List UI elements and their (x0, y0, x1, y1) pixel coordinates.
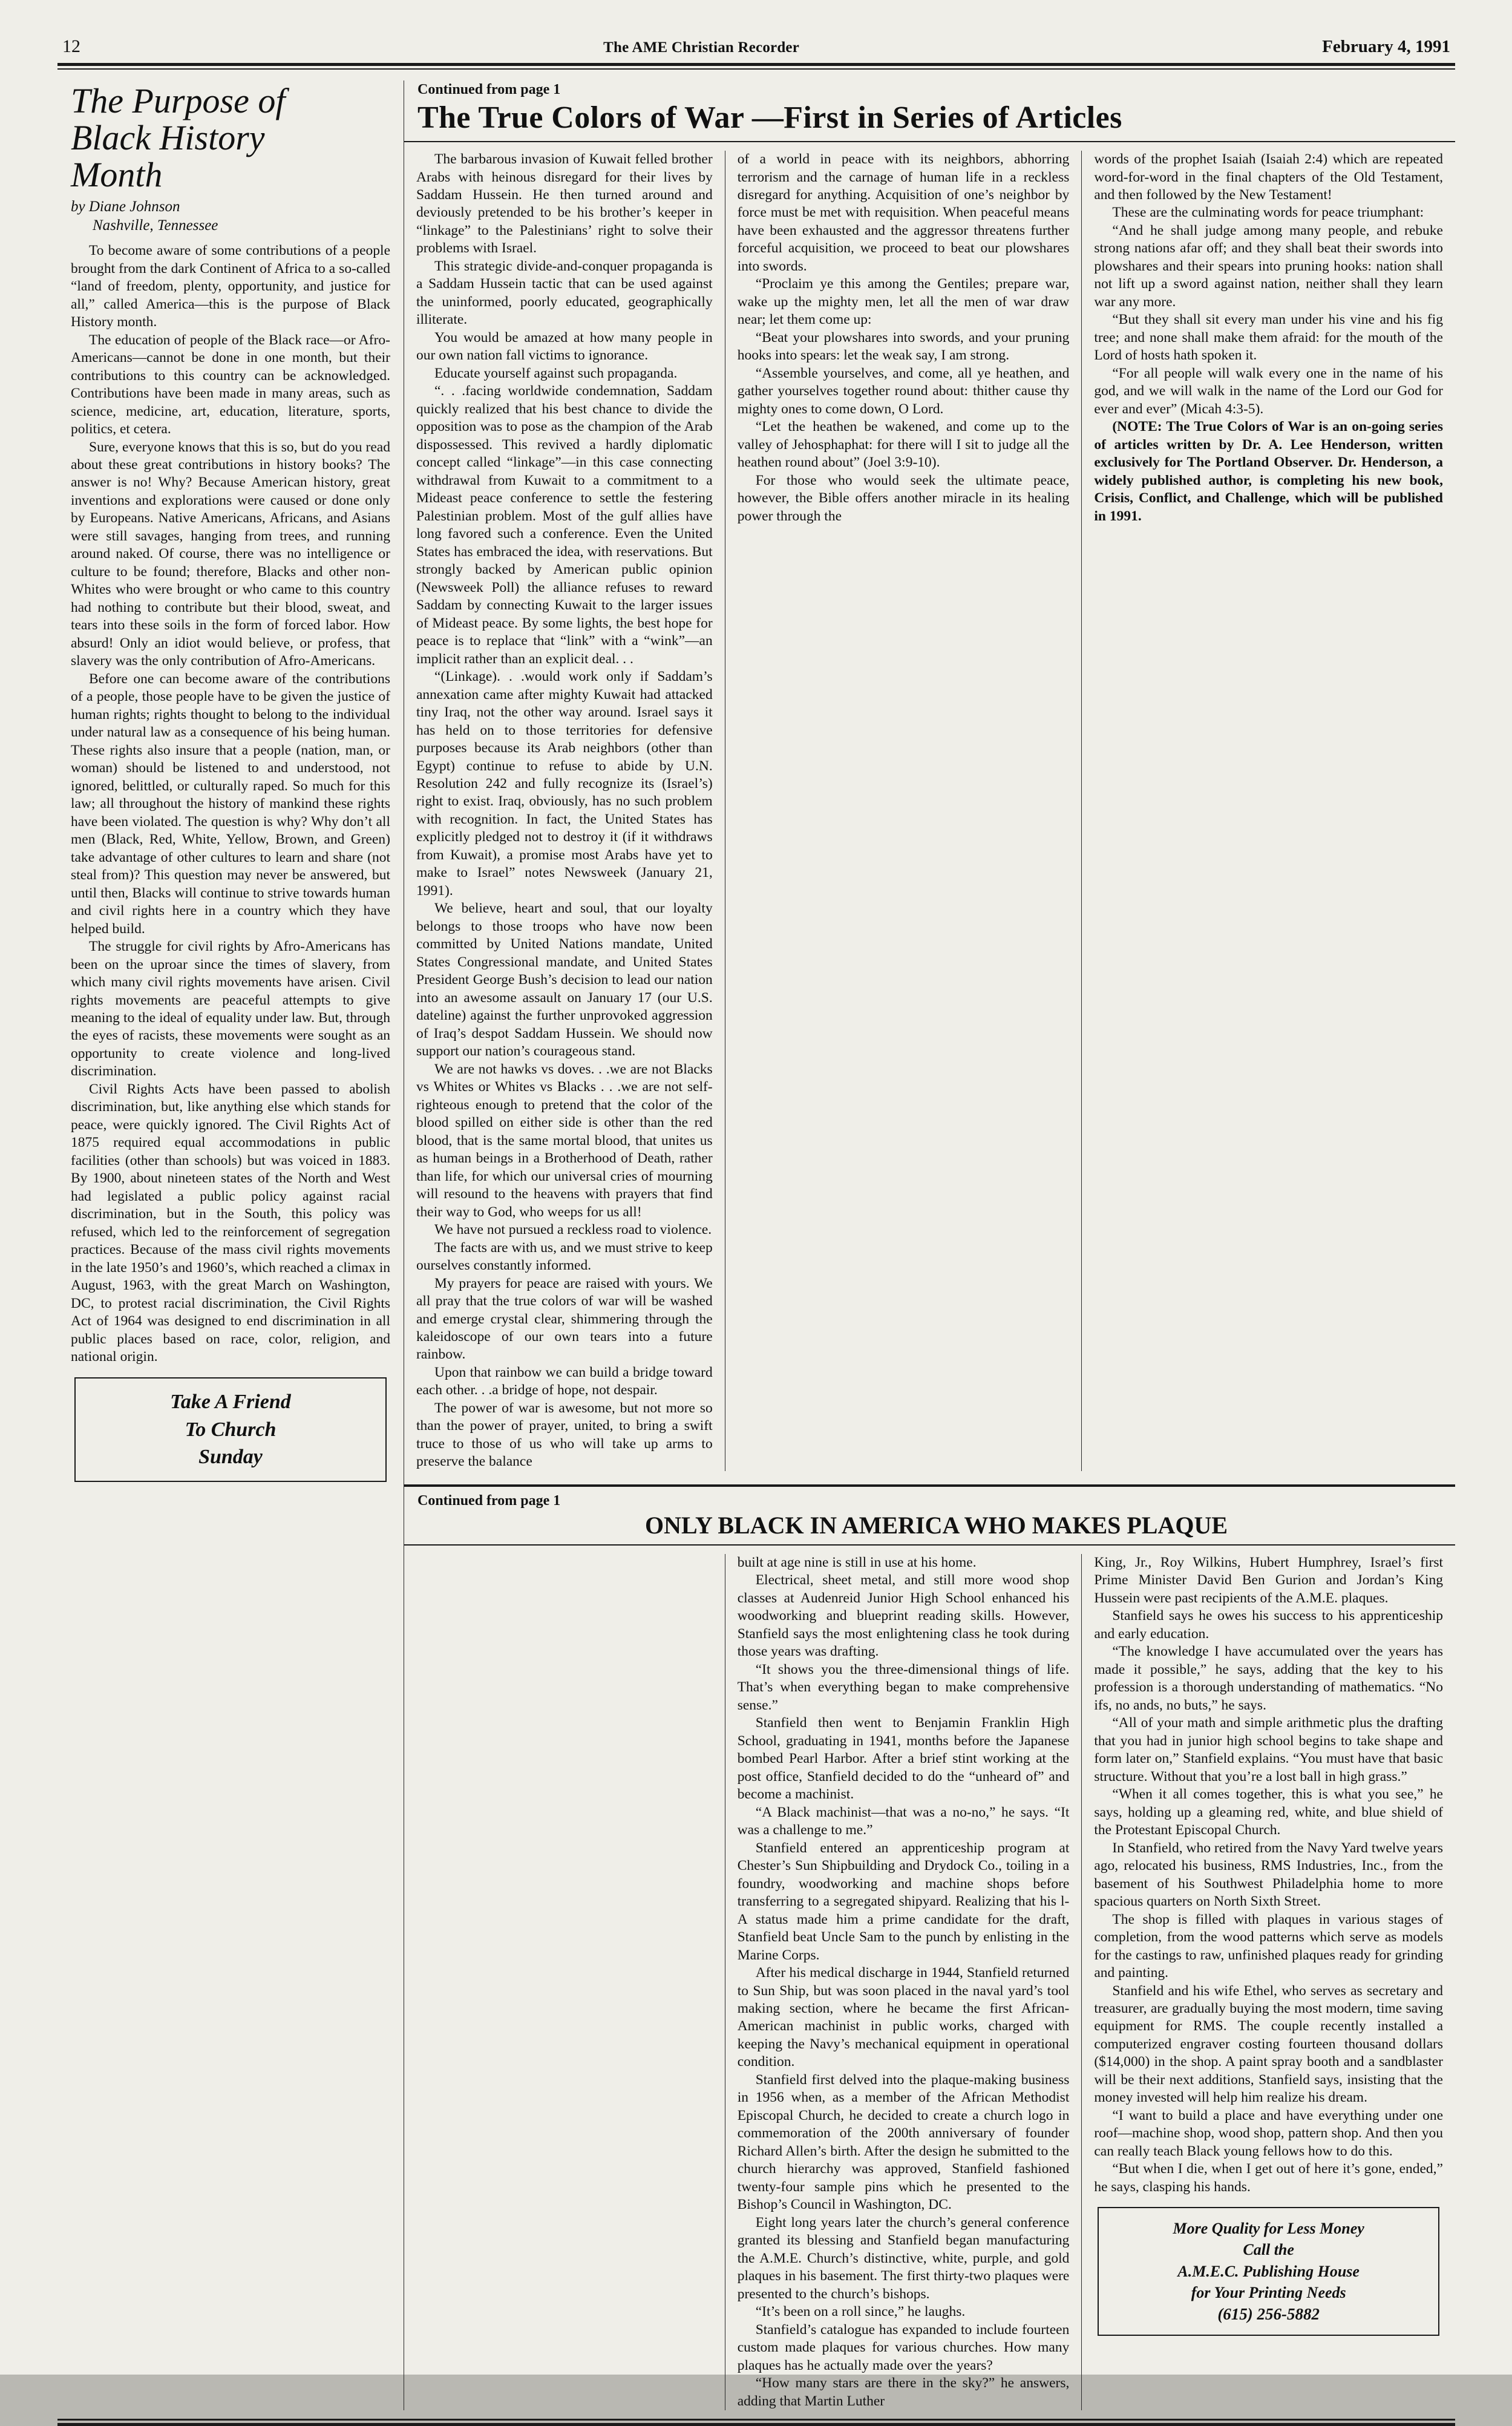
feature-paragraph: To become aware of some contributions of a people brought from the dark Continent of Africa to a so-called “land of freedom, plenty, opportunity, and justice for all,” called America—this is the purpose of Black History month. (71, 243, 390, 330)
feature-headline-line2: Black History (71, 117, 265, 157)
story-paragraph: “The knowledge I have accumulated over the years has made it possible,” he says, adding that the key to his profession is a thorough understanding of mathematics. “No ifs, no ands, no buts,” he says. (1094, 1644, 1443, 1713)
story-paragraph: The shop is filled with plaques in various stages of completion, from the wood patterns which serve as models for the castings to raw, unfinished plaques ready for grinding and painting. (1094, 1911, 1443, 1981)
story-paragraph: “All of your math and simple arithmetic plus the drafting that you had in junior high school begins to take shape and form later on,” Stanfield explains. “You must have that basic structure. Without that you’re a lost ball in high grass.” (1094, 1715, 1443, 1785)
story-paragraph: “A Black machinist—that was a no-no,” he says. “It was a challenge to me.” (737, 1804, 1070, 1838)
ad-line: To Church (185, 1418, 277, 1441)
story-paragraph: “It’s been on a roll since,” he laughs. (755, 2304, 966, 2320)
publication-name: The AME Christian Recorder (603, 39, 800, 56)
story-paragraph: “(Linkage). . .would work only if Saddam’s annexation came after mighty Kuwait had attacked tiny Iraq, not the other way around. Israel says it has held on to those territories for defensive purposes because its Arab neighbors (other than Egypt) continue to refuse to abide by U.N. Resolution 242 and fully recognize its (Israel’s) right to exist. Iraq, obviously, has no such problem with recognition. In fact, the United States has explicitly pledged not to destroy it (if it withdraws from Kuwait), a promise most Arabs have yet to make to Israel” notes Newsweek (January 21, 1991). (416, 669, 713, 899)
headline-rule (404, 1544, 1455, 1546)
story-paragraph: You would be amazed at how many people in our own nation fall victims to ignorance. (416, 329, 713, 364)
story-paragraph: “Let the heathen be wakened, and come up to the valley of Jehosphaphat: for there will I sit to judge all the heathen round about” (Joel 3:9-10). (737, 419, 1070, 471)
story-paragraph: “I want to build a place and have everything under one roof—machine shop, wood shop, pattern shop. And then you can really teach Black young fellows how to do this. (1094, 2107, 1443, 2159)
story-paragraph: Upon that rainbow we can build a bridge toward each other. . .a bridge of hope, not despair. (416, 1364, 713, 1398)
story-paragraph: “But they shall sit every man under his vine and his fig tree; and none shall make them afraid: for the mouth of the Lord of hosts hath spoken it. (1094, 312, 1443, 364)
story-columns (404, 1554, 1455, 2410)
page-bottom-rule (57, 2419, 1455, 2426)
story-paragraph: built at age nine is still in use at his home. (737, 1554, 977, 1570)
feature-headline-line3: Month (71, 154, 163, 194)
story-true-colors-of-war (404, 82, 1455, 1487)
feature-paragraph: Sure, everyone knows that this is so, but do you read about these great contributions in history books? The answer is no! Why? Because American history, great inventions and explorations were caused or done only by Europeans. Native Americans, Africans, and Asians were still savages, hanging from trees, and running around naked. Of course, there was no intelligence or culture to be found; therefore, Blacks and other non-Whites who were brought or who came to this country had nothing to contribute but their blood, sweat, and tears into these soils in the form of forced labor. How absurd! Only an idiot would believe, or profess, that slavery was the only contribution of Afro-Americans. (71, 439, 390, 669)
story-paragraph: “. . .facing worldwide condemnation, Saddam quickly realized that his best chance to divide the opposition was to pose as the champion of the Arab dispossessed. This revived a hardly diplomatic concept called “linkage”—in this case connecting withdrawal from Kuwait to a commitment to a Mideast peace conference to settle the festering Palestinian problem. Most of the gulf allies have long favored such a conference. Even the United States has embraced the idea, with reservations. But strongly backed by American public opinion (Newsweek Poll) the alliance refuses to reward Saddam by connecting Kuwait to the larger issues of Mideast peace. By some lights, the best hope for peace is to replace that “link” with a “wink”—an implicit rather than an explicit deal. . . (416, 383, 713, 667)
story-paragraph: “Proclaim ye this among the Gentiles; prepare war, wake up the mighty men, let all the men of war draw near; let them come up: (737, 276, 1070, 328)
story-headline: The True Colors of War —First in Series of Articles (417, 100, 1122, 135)
ad-line: for Your Printing Needs (1191, 2283, 1346, 2301)
story-column-2 (1081, 1554, 1455, 2410)
story-paragraph: “When it all comes together, this is what you see,” he says, holding up a gleaming red, white, and blue shield of the Protestant Episcopal Church. (1094, 1786, 1443, 1838)
story-paragraph: Stanfield entered an apprenticeship program at Chester’s Sun Shipbuilding and Drydock Co., toiling in a foundry, woodworking and machine shops before transferring to a segregated shipyard. Realizing that his l-A status made him a prime candidate for the draft, Stanfield beat Uncle Sam to the punch by enlisting in the Marine Corps. (737, 1840, 1070, 1963)
ad-line: Call the (1243, 2241, 1294, 2259)
byline-location: Nashville, Tennessee (93, 217, 218, 234)
byline-author: by Diane Johnson (71, 198, 180, 215)
story-only-black-in-america (404, 1493, 1455, 2410)
story-column-1 (404, 151, 725, 1471)
continued-label: Continued from page 1 (417, 1492, 561, 1509)
feature-headline (71, 83, 390, 194)
story-paragraph: We believe, heart and soul, that our loyalty belongs to those troops who have now been committed by United Nations mandate, United States Congressional mandate, and United States President George Bush’s decision to lead our nation into an awesome assault on January 17 (our U.S. dateline) against the further unprovoked aggression of Iraq’s despot Saddam Hussein. We should now support our nation’s courageous stand. (416, 900, 713, 1060)
column-feature (57, 80, 404, 2410)
ad-line: More Quality for Less Money (1173, 2220, 1364, 2238)
feature-paragraph: Before one can become aware of the contributions of a people, those people have to be given the justice of human rights; rights thought to belong to the individual under natural law as a consequence of his being human. These rights also insure that a people (nation, man, or woman) should be listened to and understood, not ignored, belittled, or culturally raped. So much for this law; all throughout the history of mankind these rights have been violated. The question is why? Why don’t all men (Black, Red, White, Yellow, Brown, and Green) take advantage of other cultures to learn and share (not steal from)? This question may never be answered, but until then, Blacks will continue to strive towards human and civil rights here in a country which they have helped build. (71, 670, 390, 937)
ad-phone: (615) 256-5882 (1217, 2304, 1320, 2323)
feature-paragraph: Civil Rights Acts have been passed to abolish discrimination, but, like anything else which stands for peace, were quickly ignored. The Civil Rights Act of 1875 required equal accommodations in public facilities (other than schools) but was voiced in 1883. By 1900, about nineteen states of the North and West had legislated a public policy against racial discrimination, but in the South, this policy was refused, which led to the reinforcement of segregation practices. Because of the mass civil rights movements in the late 1950’s and 1960’s, which reached a climax in August, 1963, with the great March on Washington, DC, to protest racial discrimination, the Civil Rights Act of 1964 was designed to end discrimination in all public places based on race, color, religion, and national origin. (71, 1081, 390, 1365)
story-paragraph: We are not hawks vs doves. . .we are not Blacks vs Whites or Whites vs Blacks . . .we are not self-righteous enough to pretend that the color of the blood spilled on either side is other than the red blood, that is the same mortal blood, that unites us as human beings in a Brotherhood of Death, rather than life, for which our universal cries of mourning will resound to the heavens with prayers that find their way to God, who weeps for us all! (416, 1061, 713, 1220)
story-paragraph: “Assemble yourselves, and come, all ye heathen, and gather yourselves together round about: thither cause thy mighty ones to come down, O Lord. (737, 365, 1070, 417)
story-paragraph: King, Jr., Roy Wilkins, Hubert Humphrey, Israel’s first Prime Minister David Ben Gurion and Jordan’s King Hussein were past recipients of the A.M.E. plaques. (1094, 1554, 1443, 1606)
headline-rule (404, 141, 1455, 142)
story-column-3 (1081, 151, 1455, 1471)
continued-label: Continued from page 1 (417, 82, 561, 97)
story-paragraph: Electrical, sheet metal, and still more wood shop classes at Audenreid Junior High School enhanced his woodworking and blueprint reading skills. However, Stanfield says the most enlightening class he took during those years was drafting. (737, 1572, 1070, 1660)
story-paragraph: We have not pursued a reckless road to violence. (434, 1222, 712, 1238)
story-column-spacer (404, 1554, 725, 2410)
story-paragraph: The power of war is awesome, but not more so than the power of prayer, united, to bring a swift truce to those of us who will take up arms to preserve the balance (416, 1400, 713, 1470)
feature-headline-line1: The Purpose of (71, 81, 286, 120)
ad-line: Take A Friend (170, 1390, 291, 1413)
ad-take-a-friend-to-church (74, 1377, 387, 1483)
story-paragraph: Stanfield’s catalogue has expanded to include fourteen custom made plaques for various churches. How many plaques has he actually made over the years? (737, 2321, 1070, 2373)
story-paragraph: “For all people will walk every one in the name of his god, and we will walk in the name of the Lord our God for ever and ever” (Micah 4:3-5). (1094, 365, 1443, 417)
feature-paragraph: The education of people of the Black race—or Afro-Americans—cannot be done in one month, but their contributions to this country can be acknowledged. Contributions have been made in many areas, such as science, medicine, art, education, literature, sports, politics, et cetera. (71, 332, 390, 438)
story-paragraph: Stanfield and his wife Ethel, who serves as secretary and treasurer, are gradually buying the most modern, time saving equipment for RMS. The couple recently installed a computerized engraver costing fourteen thousand dollars ($14,000) in the shop. A paint spray booth and a sandblaster will be their next additions, Stanfield says, insisting that the money invested will help him realize his dream. (1094, 1982, 1443, 2106)
story-column-1 (725, 1554, 1082, 2410)
section-divider (404, 1484, 1455, 1487)
story-paragraph: “And he shall judge among many people, and rebuke strong nations afar off; and they shall beat their swords into plowshares and their spears into pruning hooks: nation shall not lift up a sword against nation, neither shall they learn war any more. (1094, 222, 1443, 310)
story-paragraph: My prayers for peace are raised with yours. We all pray that the true colors of war will be washed and emerge crystal clear, shimmering through the kaleidoscope of our own tears into a future rainbow. (416, 1275, 713, 1363)
masthead (57, 36, 1455, 63)
page-content (57, 36, 1455, 2409)
story-paragraph: Stanfield says he owes his success to his apprenticeship and early education. (1094, 1608, 1443, 1642)
story-paragraph: of a world in peace with its neighbors, abhorring terrorism and the carnage of human life in a reckless disregard for anything. Acquisition of one’s neighbor by force must be met with requisition. When peaceful means have been exhausted and the aggressor threatens further forceful acquisition, we proceed to beat our plowshares into swords. (737, 151, 1070, 274)
issue-date: February 4, 1991 (1322, 37, 1450, 56)
story-headline: ONLY BLACK IN AMERICA WHO MAKES PLAQUE (644, 1511, 1228, 1539)
story-paragraph: The barbarous invasion of Kuwait felled brother Arabs with heinous disregard for their lives by Saddam Hussein. He then turned around and deviously pretended to be his brother’s keeper in “linkage” to the Palestinians’ right to solve their problems with Israel. (416, 151, 713, 257)
story-paragraph: Stanfield first delved into the plaque-making business in 1956 when, as a member of the African Methodist Episcopal Church, he decided to create a church logo in commemoration of the 200th anniversary of founder Richard Allen’s birth. After the design he submitted to the church hierarchy was approved, Stanfield fashioned twenty-four sample pins which he presented to the Bishop’s Council in Washington, DC. (737, 2071, 1070, 2213)
story-paragraph: For those who would seek the ultimate peace, however, the Bible offers another miracle in its healing power through the (737, 472, 1070, 524)
story-paragraph: “Beat your plowshares into swords, and your pruning hooks into spears: let the weak say, I am strong. (737, 329, 1070, 364)
story-paragraph: “How many stars are there in the sky?” he answers, adding that Martin Luther (737, 2375, 1070, 2409)
story-paragraph: The facts are with us, and we must strive to keep ourselves constantly informed. (416, 1239, 713, 1274)
story-columns (404, 151, 1455, 1471)
story-paragraph: Stanfield then went to Benjamin Franklin High School, graduating in 1941, months before the Japanese bombed Pearl Harbor. After a brief stint working at the post office, Stanfield decided to do the “unheard of” and become a machinist. (737, 1715, 1070, 1803)
story-paragraph: After his medical discharge in 1944, Stanfield returned to Sun Ship, but was soon placed in the naval yard’s tool making section, where he became the first African-American machinist in public works, charged with keeping the Navy’s mechanical equipment in operational condition. (737, 1965, 1070, 2070)
story-paragraph: words of the prophet Isaiah (Isaiah 2:4) which are repeated word-for-word in the final chapters of the Old Testament, and then followed by the New Testament! (1094, 151, 1443, 203)
story-note: (NOTE: The True Colors of War is an on-going series of articles written by Dr. A. Lee Henderson, written exclusively for The Portland Observer. Dr. Henderson, a widely published author, is completing his new book, Crisis, Conflict, and Challenge, which will be published in 1991. (1094, 419, 1443, 524)
masthead-rule (57, 63, 1455, 70)
story-paragraph: These are the culminating words for peace triumphant: (1112, 205, 1424, 221)
feature-byline (71, 197, 390, 235)
story-paragraph: “But when I die, when I get out of here it’s gone, ended,” he says, clasping his hands. (1094, 2161, 1443, 2195)
ad-amec-publishing-house (1098, 2207, 1439, 2336)
story-paragraph: In Stanfield, who retired from the Navy Yard twelve years ago, relocated his business, RMS Industries, Inc., from the basement of his Southwest Philadelphia home to more spacious quarters on North Sixth Street. (1094, 1840, 1443, 1910)
page-number: 12 (62, 36, 80, 56)
story-paragraph: “It shows you the three-dimensional things of life. That’s when everything began to make comprehensive sense.” (737, 1661, 1070, 1713)
ad-line: A.M.E.C. Publishing House (1177, 2262, 1360, 2280)
body-grid (57, 80, 1455, 2410)
story-paragraph: Educate yourself against such propaganda. (434, 365, 678, 381)
story-column-2 (725, 151, 1082, 1471)
ad-line: Sunday (198, 1446, 263, 1469)
story-paragraph: This strategic divide-and-conquer propaganda is a Saddam Hussein tactic that can be used against the uninformed, poorly educated, geographically illiterate. (416, 258, 713, 328)
feature-paragraph: The struggle for civil rights by Afro-Americans has been on the uproar since the times of slavery, from which many civil rights movements have arisen. Civil rights movements are peaceful attempts to give meaning to the ideal of equality under law. But, through the eyes of racists, these movements were sought as an opportunity to create violence and long-lived discrimination. (71, 939, 390, 1080)
story-paragraph: Eight long years later the church’s general conference granted its blessing and Stanfield began manufacturing the A.M.E. Church’s distinctive, white, purple, and gold plaques in his basement. The first thirty-two plaques were presented to the church’s bishops. (737, 2214, 1070, 2302)
right-block (404, 80, 1455, 2410)
